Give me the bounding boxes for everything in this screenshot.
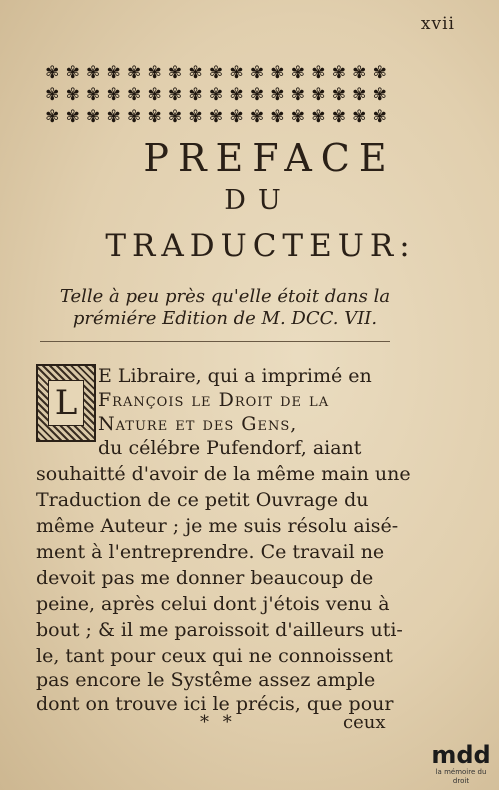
ornament-flower-icon: ✾ xyxy=(372,84,387,105)
ornament-flower-icon: ✾ xyxy=(352,62,367,83)
ornament-flower-icon: ✾ xyxy=(372,106,387,127)
ornament-flower-icon: ✾ xyxy=(290,62,305,83)
ornament-flower-icon: ✾ xyxy=(86,106,101,127)
ornament-flower-icon: ✾ xyxy=(311,62,326,83)
subtitle-line-2: prémiére Edition de M. DCC. VII. xyxy=(72,308,378,329)
divider-rule xyxy=(40,341,390,342)
ornament-flower-icon: ✾ xyxy=(331,106,346,127)
ornament-flower-icon: ✾ xyxy=(45,62,60,83)
ornament-flower-icon: ✾ xyxy=(229,84,244,105)
ornament-flower-icon: ✾ xyxy=(65,106,80,127)
ornament-flower-icon: ✾ xyxy=(188,84,203,105)
ornament-flower-icon: ✾ xyxy=(106,84,121,105)
title-line-du: DU xyxy=(224,185,293,216)
ornament-flower-icon: ✾ xyxy=(290,106,305,127)
ornament-flower-icon: ✾ xyxy=(126,62,142,83)
mdd-logo-icon: mdd xyxy=(431,741,491,769)
ornament-flower-icon: ✾ xyxy=(352,84,367,105)
ornament-flower-icon: ✾ xyxy=(249,106,265,127)
body-line: pas encore le Systême assez ample xyxy=(36,669,376,691)
ornament-flower-icon: ✾ xyxy=(229,106,244,127)
body-line: du célébre Pufendorf, aiant xyxy=(98,437,362,459)
signature-mark: * * xyxy=(200,712,236,733)
ornament-flower-icon: ✾ xyxy=(229,62,244,83)
ornament-flower-icon: ✾ xyxy=(45,84,60,105)
ornament-flower-icon: ✾ xyxy=(311,106,326,127)
body-line: même Auteur ; je me suis résolu aisé- xyxy=(36,515,399,537)
ornament-flower-icon: ✾ xyxy=(147,62,162,83)
drop-cap-frame xyxy=(36,364,96,442)
ornament-flower-icon: ✾ xyxy=(106,62,121,83)
ornament-band xyxy=(42,62,390,128)
title-line-preface: PREFACE xyxy=(143,136,396,180)
body-line: E Libraire, qui a imprimé en xyxy=(98,365,372,387)
ornament-flower-icon: ✾ xyxy=(188,62,203,83)
body-line: dont on trouve ici le précis, que pour xyxy=(36,693,394,715)
subtitle-line-1: Telle à peu près qu'elle étoit dans la xyxy=(59,286,391,307)
ornament-flower-icon: ✾ xyxy=(86,62,101,83)
ornament-flower-icon: ✾ xyxy=(45,106,60,127)
ornament-flower-icon: ✾ xyxy=(167,62,183,83)
ornament-flower-icon: ✾ xyxy=(208,84,224,105)
body-line: peine, après celui dont j'étois venu à xyxy=(36,593,390,615)
ornament-flower-icon: ✾ xyxy=(290,84,305,105)
ornament-flower-icon: ✾ xyxy=(65,84,80,105)
ornament-flower-icon: ✾ xyxy=(106,106,121,127)
body-line: Traduction de ce petit Ouvrage du xyxy=(36,489,369,511)
page-number: xvii xyxy=(420,14,455,34)
ornament-flower-icon: ✾ xyxy=(372,62,387,83)
ornament-flower-icon: ✾ xyxy=(208,106,224,127)
watermark-tagline: la mémoire du droit xyxy=(435,768,487,785)
ornament-flower-icon: ✾ xyxy=(167,106,183,127)
ornament-flower-icon: ✾ xyxy=(331,84,346,105)
ornament-flower-icon: ✾ xyxy=(147,106,162,127)
body-line: souhaitté d'avoir de la même main une xyxy=(36,463,411,485)
title-line-traducteur: TRADUCTEUR: xyxy=(105,228,416,264)
catchword: ceux xyxy=(343,712,386,733)
body-line: bout ; & il me paroissoit d'ailleurs uti- xyxy=(36,619,403,641)
ornament-flower-icon: ✾ xyxy=(270,84,285,105)
ornament-flower-icon: ✾ xyxy=(65,62,80,83)
ornament-flower-icon: ✾ xyxy=(147,84,162,105)
watermark-logo xyxy=(430,742,492,786)
body-line: le, tant pour ceux qui ne connoissent xyxy=(36,645,393,667)
ornament-flower-icon: ✾ xyxy=(86,84,101,105)
ornament-flower-icon: ✾ xyxy=(270,106,285,127)
ornament-flower-icon: ✾ xyxy=(126,106,142,127)
ornament-flower-icon: ✾ xyxy=(270,62,285,83)
ornament-flower-icon: ✾ xyxy=(331,62,346,83)
ornament-flower-icon: ✾ xyxy=(311,84,326,105)
ornament-flower-icon: ✾ xyxy=(126,84,142,105)
ornament-flower-icon: ✾ xyxy=(249,84,265,105)
body-line: François le Droit de la xyxy=(98,389,330,411)
ornament-flower-icon: ✾ xyxy=(249,62,265,83)
ornament-flower-icon: ✾ xyxy=(167,84,183,105)
ornament-flower-icon: ✾ xyxy=(352,106,367,127)
body-line: ment à l'entreprendre. Ce travail ne xyxy=(36,541,385,563)
ornament-flower-icon: ✾ xyxy=(188,106,203,127)
body-line: Nature et des Gens, xyxy=(98,413,298,435)
ornament-flower-icon: ✾ xyxy=(208,62,224,83)
drop-cap-letter: L xyxy=(48,380,84,426)
body-line: devoit pas me donner beaucoup de xyxy=(36,567,374,589)
